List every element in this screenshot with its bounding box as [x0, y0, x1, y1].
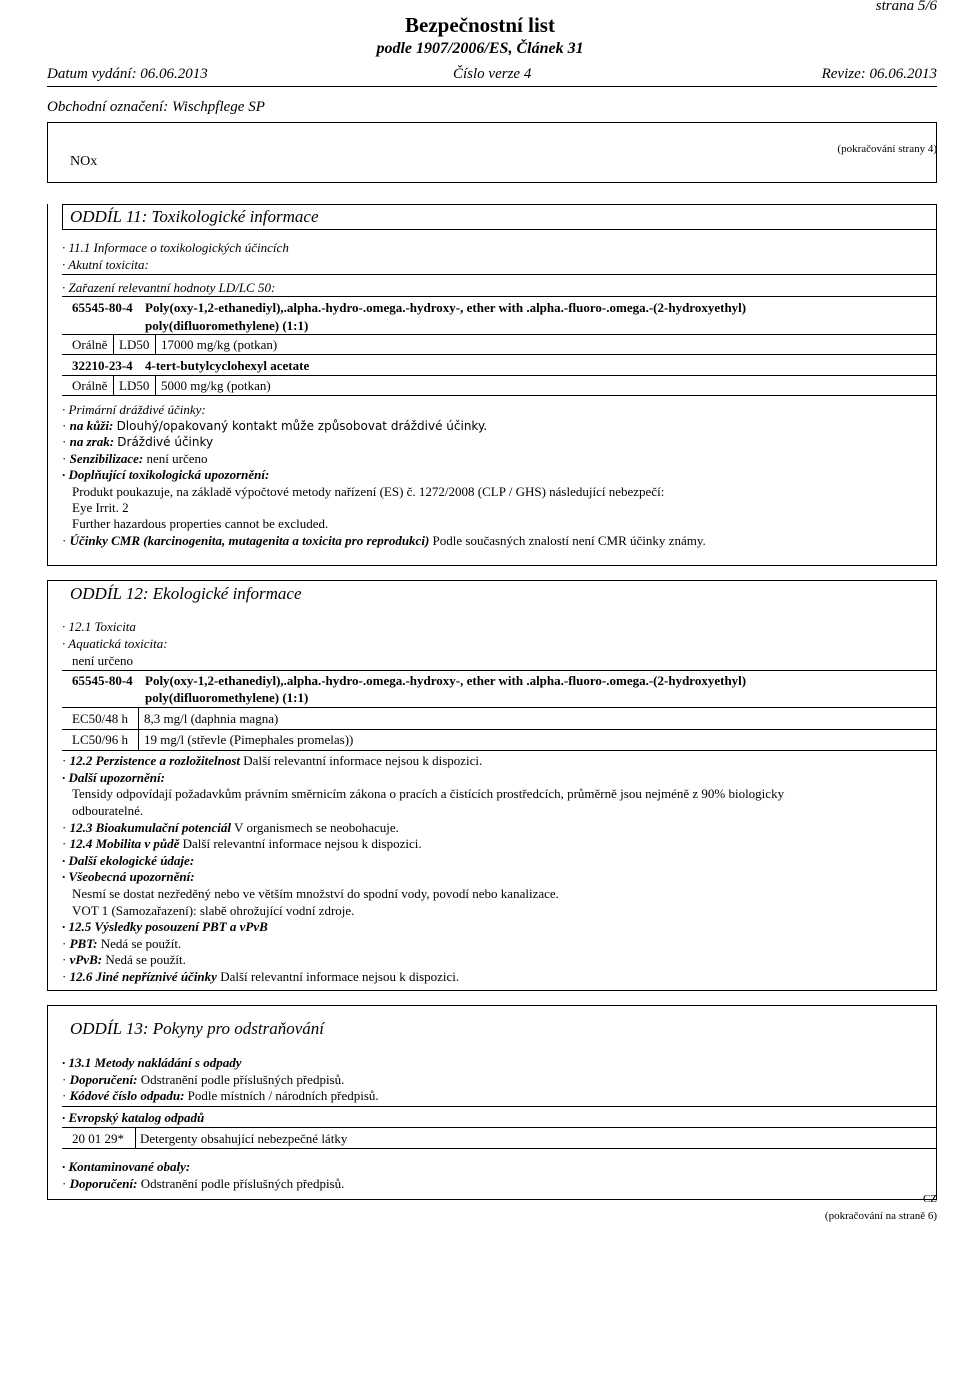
- s12-table-bottom: [62, 750, 936, 751]
- waste-methods-label: · 13.1 Metody nakládání s odpady: [62, 1055, 241, 1071]
- aquatic-toxicity-text: není určeno: [72, 653, 134, 668]
- s11-h3-rule: [62, 296, 936, 297]
- nox-text: NOx: [70, 154, 98, 169]
- waste-code-text: Podle místních / národních předpisů.: [187, 1088, 379, 1103]
- ec50-value: 8,3 mg/l (daphnia magna): [144, 711, 279, 726]
- additional-tox-text-3: Further hazardous properties cannot be excluded.: [72, 516, 329, 531]
- other-notes-label: · Další upozornění:: [62, 770, 165, 786]
- contaminated-packaging-label: · Kontaminované obaly:: [62, 1159, 190, 1175]
- section-11-title: ODDÍL 11: Toxikologické informace: [70, 207, 319, 226]
- persistence-label: 12.2 Perzistence a rozložitelnost: [69, 753, 241, 768]
- pbt-text: Nedá se použít.: [100, 936, 182, 951]
- s12-substance-name: Poly(oxy-1,2-ethanediyl),.alpha.-hydro-.omega.-hydroxy-, ether with .alpha.-fluoro-.omega.-(2-hydroxyethyl): [145, 673, 747, 688]
- sub1-col-rule-1: [113, 334, 114, 354]
- sensitisation-text: není určeno: [146, 451, 208, 466]
- recommendation-label: Doporučení:: [69, 1072, 138, 1087]
- pbt-line: [62, 936, 181, 952]
- cmr-line: [62, 533, 706, 549]
- language-code: CZ: [922, 1193, 937, 1205]
- s12-substance-name-cont: poly(difluoromethylene) (1:1): [145, 690, 309, 705]
- additional-tox-text-2: Eye Irrit. 2: [72, 500, 129, 515]
- bioaccumulation-label: 12.3 Bioakumulační potenciál: [69, 820, 232, 835]
- sensitisation-label: Senzibilizace:: [69, 451, 144, 466]
- s11-title-bottom: [62, 229, 936, 230]
- lc50-type: LC50/96 h: [72, 732, 128, 747]
- additional-tox-label: · Doplňující toxikologická upozornění:: [62, 467, 269, 483]
- sub1-table-top: [62, 334, 936, 335]
- s11-title-left: [62, 204, 63, 230]
- persistence-text: Další relevantní informace nejsou k dispozici.: [243, 753, 483, 768]
- header-rule-bottom: [47, 122, 937, 123]
- general-notes-text-1: Nesmí se dostat nezředěný nebo ve větším množství do spodní vody, povodí nebo kanalizace.: [72, 886, 559, 901]
- revision-date: Revize: 06.06.2013: [821, 66, 937, 82]
- bioaccumulation-line: [62, 820, 399, 836]
- mobility-text: Další relevantní informace nejsou k dispozici.: [182, 836, 422, 851]
- waste-catalog-label: · Evropský katalog odpadů: [62, 1110, 204, 1126]
- page-number: strana 5/6: [875, 0, 937, 14]
- eco-data-label: · Další ekologické údaje:: [62, 853, 194, 869]
- lc50-value: 19 mg/l (střevle (Pimephales promelas)): [144, 732, 354, 747]
- eye-text: Dráždivé účinky: [117, 435, 214, 449]
- sub1-col-rule-2: [155, 334, 156, 354]
- vpvb-label: vPvB:: [69, 952, 103, 967]
- other-effects-text: Další relevantní informace nejsou k dispozici.: [220, 969, 460, 984]
- issue-date: Datum vydání: 06.06.2013: [47, 66, 208, 82]
- substance2-name: 4-tert-butylcyclohexyl acetate: [145, 358, 310, 373]
- sub1-table-bottom: [62, 354, 936, 355]
- other-notes-text-2: odbouratelné.: [72, 803, 144, 818]
- substance2-cas: 32210-23-4: [72, 358, 133, 373]
- frame-right-s13: [936, 1005, 937, 1199]
- sub1-route: Orálně: [72, 337, 108, 352]
- skin-text: Dlouhý/opakovaný kontakt může způsobovat dráždivé účinky.: [116, 419, 488, 433]
- pbt-label: PBT:: [69, 936, 98, 951]
- frame-left-s11: [47, 204, 48, 565]
- frame-bottom-s12: [47, 990, 937, 991]
- waste-code-label: Kódové číslo odpadu:: [69, 1088, 185, 1103]
- sub2-value: 5000 mg/kg (potkan): [161, 378, 271, 393]
- sub2-route: Orálně: [72, 378, 108, 393]
- frame-left-prev: [47, 122, 48, 182]
- sub1-type: LD50: [119, 337, 150, 352]
- trade-name: Obchodní označení: Wischpflege SP: [47, 99, 265, 115]
- recommendation-line: [62, 1072, 344, 1088]
- acute-toxicity-label: · Akutní toxicita:: [62, 257, 149, 273]
- substance1-name: Poly(oxy-1,2-ethanediyl),.alpha.-hydro-.omega.-hydroxy-, ether with .alpha.-fluoro-.omega.-(2-hydroxyethyl): [145, 300, 747, 315]
- vpvb-line: [62, 952, 186, 968]
- skin-label: na kůži:: [69, 418, 114, 433]
- waste-catalog-text: Detergenty obsahující nebezpečné látky: [140, 1131, 348, 1146]
- pbt-assessment-label: · 12.5 Výsledky posouzení PBT a vPvB: [62, 919, 268, 935]
- bioaccumulation-text: V organismech se neobohacuje.: [234, 820, 399, 835]
- sub2-type: LD50: [119, 378, 150, 393]
- s13-catalog-mid: [62, 1127, 936, 1128]
- ec50-type: EC50/48 h: [72, 711, 128, 726]
- s12-heading-12-1: · 12.1 Toxicita: [62, 619, 136, 635]
- s12-title-top: [47, 580, 937, 581]
- sub2-table-bottom: [62, 395, 936, 396]
- document-title: Bezpečnostní list: [405, 13, 555, 37]
- eye-label: na zrak:: [69, 434, 115, 449]
- frame-left-s12: [47, 580, 48, 990]
- recommendation2-line: [62, 1176, 344, 1192]
- s12-aquatic-rule: [62, 670, 936, 671]
- s13-catalog-bottom: [62, 1148, 936, 1149]
- s13-title-top: [47, 1005, 937, 1006]
- other-effects-label: 12.6 Jiné nepříznivé účinky: [69, 969, 217, 984]
- general-notes-text-2: VOT 1 (Samozařazení): slabě ohrožující vodní zdroje.: [72, 903, 355, 918]
- vpvb-text: Nedá se použít.: [105, 952, 186, 967]
- sub1-value: 17000 mg/kg (potkan): [161, 337, 278, 352]
- waste-code-line: [62, 1088, 379, 1104]
- additional-tox-text-1: Produkt poukazuje, na základě výpočtové metody nařízení (ES) č. 1272/2008 (CLP / GHS) následující nebezpečí:: [72, 484, 665, 499]
- sub2-col-rule-1: [113, 375, 114, 395]
- header-rule: [47, 86, 937, 87]
- continued-on: (pokračování na straně 6): [824, 1210, 937, 1222]
- other-effects-line: [62, 969, 459, 985]
- recommendation-text: Odstranění podle příslušných předpisů.: [140, 1072, 345, 1087]
- continued-from: (pokračování strany 4): [837, 143, 937, 155]
- cmr-text: Podle současných znalostí není CMR účinky známy.: [432, 533, 706, 548]
- frame-bottom-s11: [47, 565, 937, 566]
- s11-heading-11-1: · 11.1 Informace o toxikologických účincích: [62, 240, 289, 256]
- frame-bottom-prev: [47, 182, 937, 183]
- section-12-title: ODDÍL 12: Ekologické informace: [70, 584, 302, 603]
- eye-line: [62, 434, 213, 450]
- waste-catalog-code: 20 01 29*: [72, 1131, 124, 1146]
- general-notes-label: · Všeobecná upozornění:: [62, 869, 195, 885]
- ldlc-label: · Zařazení relevantní hodnoty LD/LC 50:: [62, 280, 275, 296]
- frame-bottom-s13: [47, 1199, 937, 1200]
- mobility-line: [62, 836, 422, 852]
- recommendation2-label: Doporučení:: [69, 1176, 138, 1191]
- sub2-col-rule-2: [155, 375, 156, 395]
- mobility-label: 12.4 Mobilita v půdě: [69, 836, 180, 851]
- recommendation2-text: Odstranění podle příslušných předpisů.: [140, 1176, 345, 1191]
- frame-left-s13: [47, 1005, 48, 1199]
- s12-table-mid: [62, 729, 936, 730]
- sub2-table-top: [62, 375, 936, 376]
- s13-catalog-col-rule: [135, 1127, 136, 1148]
- s11-h2-rule: [62, 274, 936, 275]
- aquatic-toxicity-label: · Aquatická toxicita:: [62, 636, 168, 652]
- s12-table-top: [62, 707, 936, 708]
- cmr-label: Účinky CMR (karcinogenita, mutagenita a toxicita pro reprodukci): [69, 533, 430, 548]
- frame-right-s11: [936, 204, 937, 565]
- s11-title-top: [62, 204, 936, 205]
- substance1-cas: 65545-80-4: [72, 300, 133, 315]
- s13-catalog-top: [62, 1106, 936, 1107]
- version-number: Číslo verze 4: [453, 66, 532, 82]
- frame-right-s12: [936, 580, 937, 990]
- substance1-name-cont: poly(difluoromethylene) (1:1): [145, 318, 309, 333]
- section-13-title: ODDÍL 13: Pokyny pro odstraňování: [70, 1019, 325, 1038]
- other-notes-text-1: Tensidy odpovídají požadavkům právním směrnicím zákona o pracích a čistících prostředcích, průměrně jsou nejméně z 90% biologicky: [72, 786, 785, 801]
- document-subtitle: podle 1907/2006/ES, Článek 31: [376, 40, 584, 57]
- s12-substance-cas: 65545-80-4: [72, 673, 133, 688]
- skin-line: [62, 418, 487, 434]
- primary-irritation-label: · Primární dráždivé účinky:: [62, 402, 206, 418]
- sensitisation-line: [62, 451, 208, 467]
- persistence-line: [62, 753, 482, 769]
